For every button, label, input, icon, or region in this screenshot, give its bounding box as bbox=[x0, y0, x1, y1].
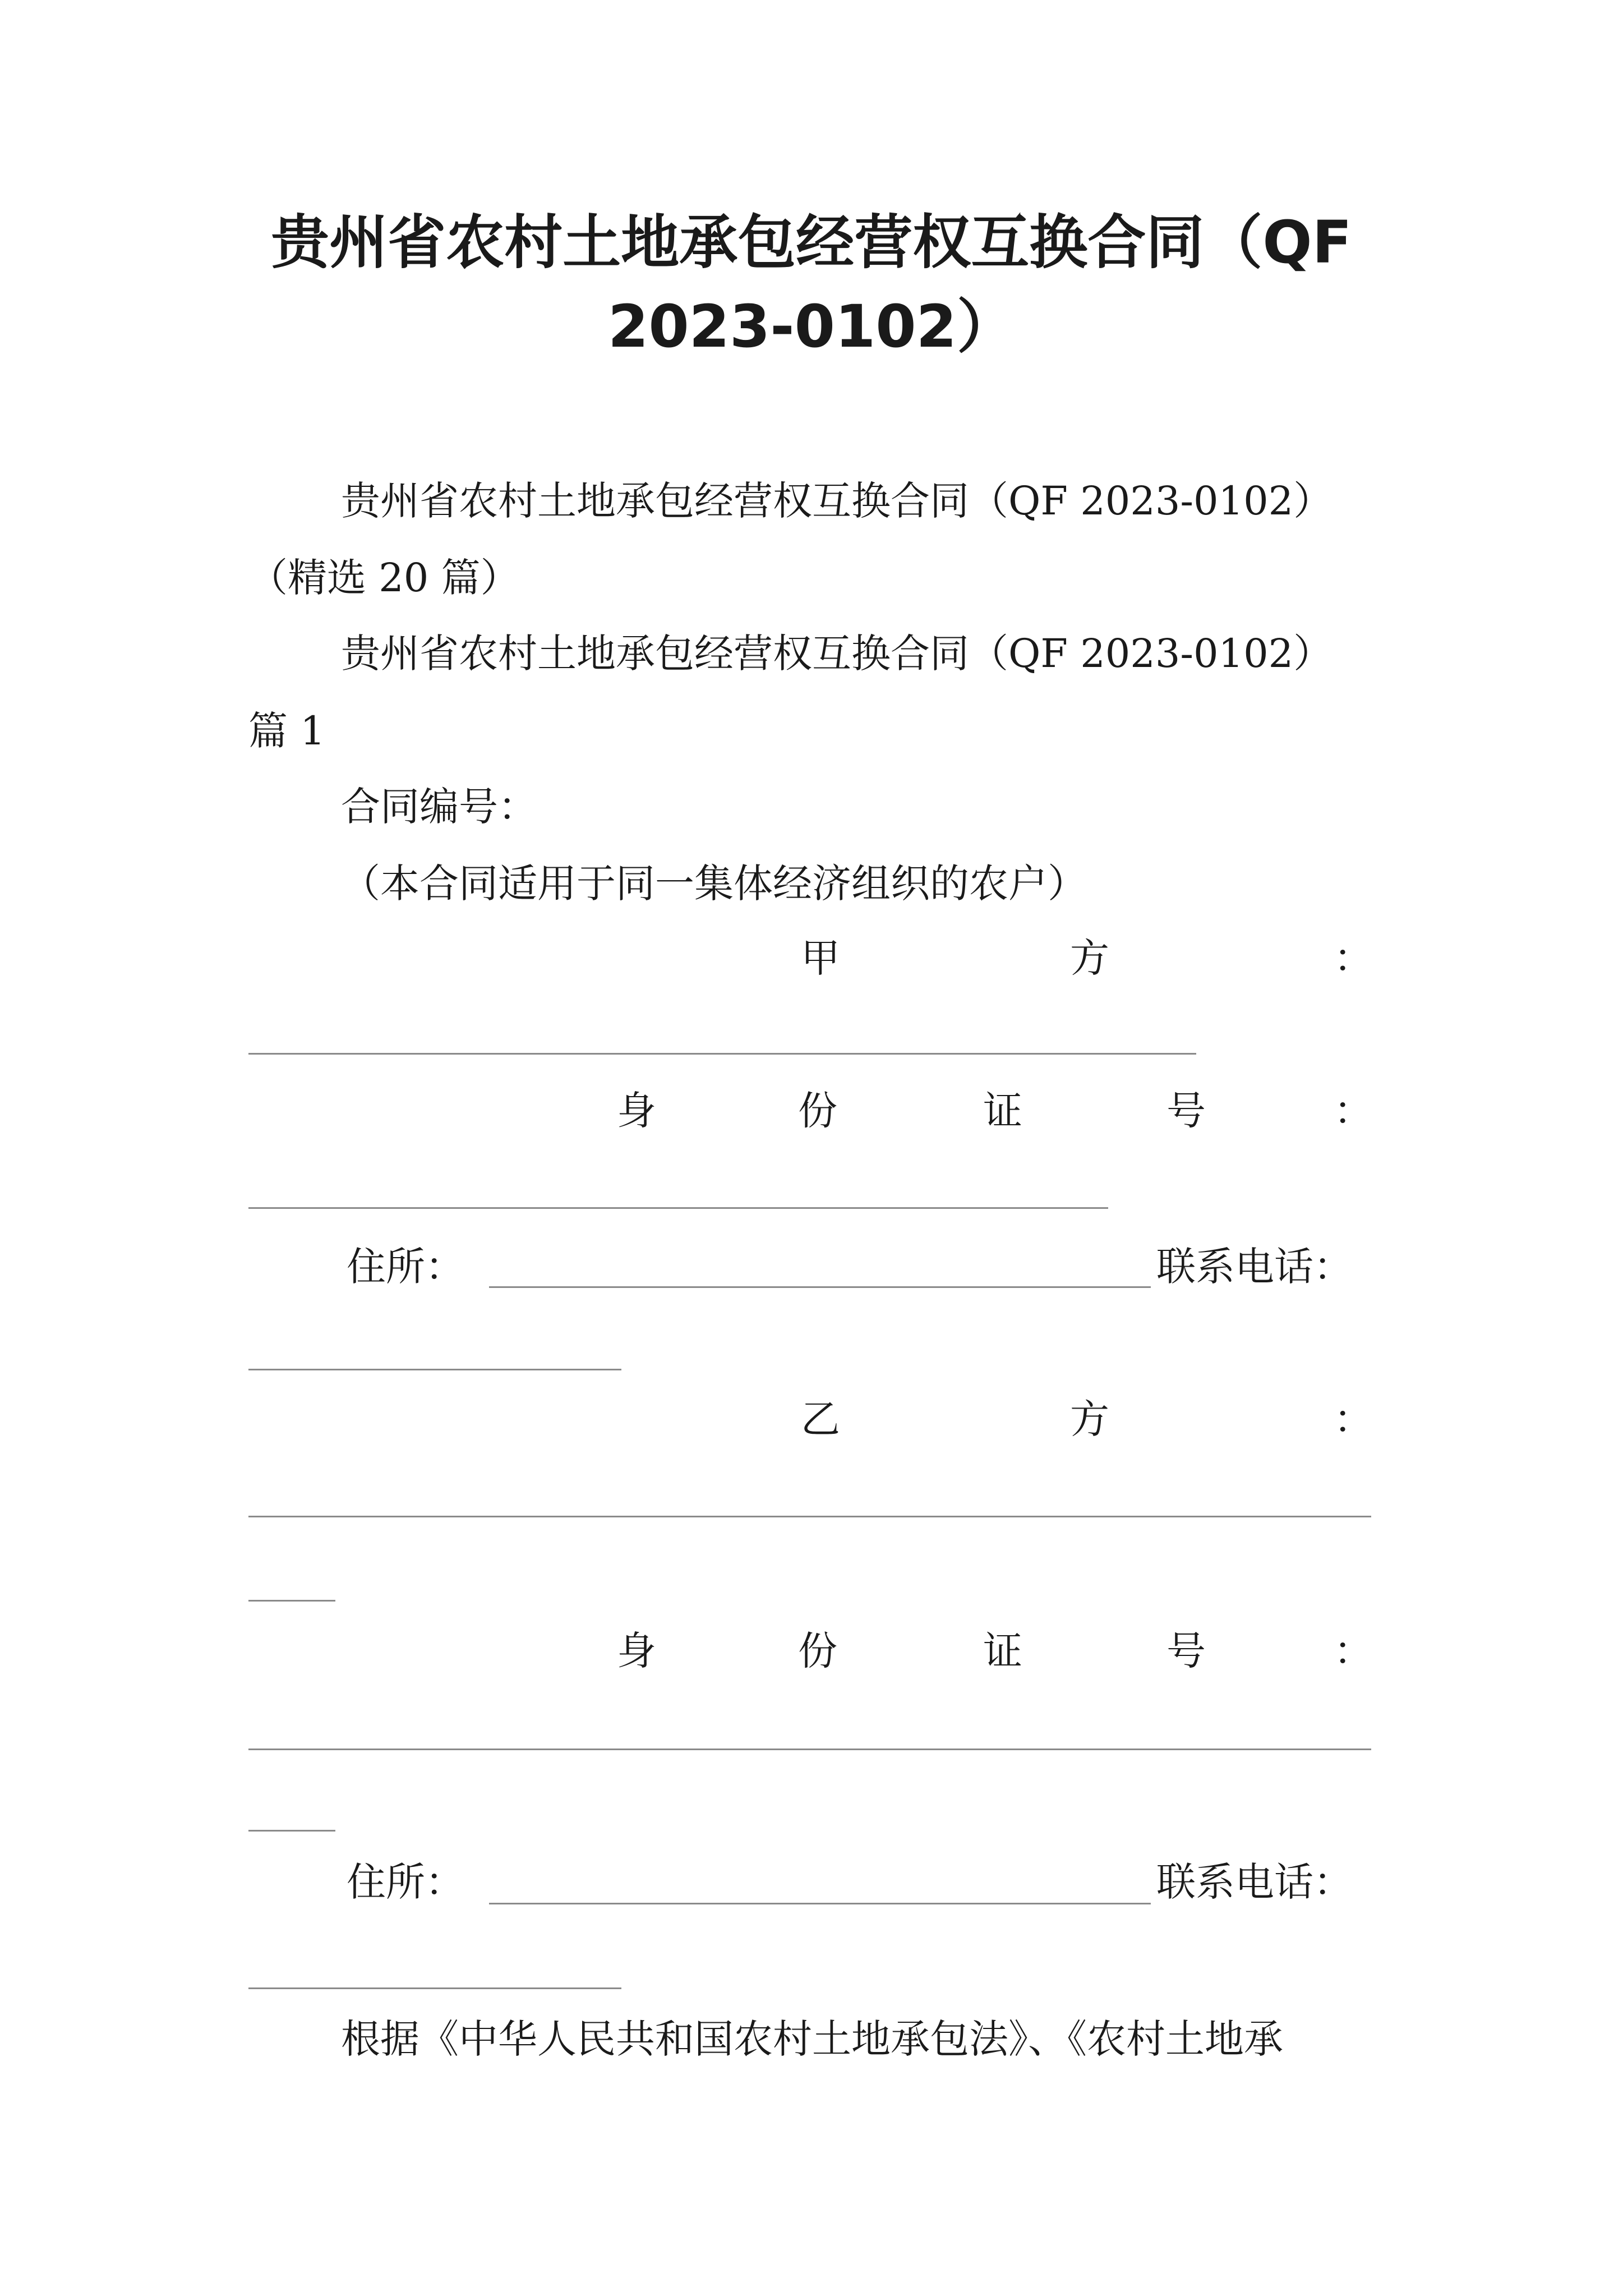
party-b-label-char: ： bbox=[1334, 1396, 1373, 1442]
party-a-id-label-char: ： bbox=[1334, 1088, 1373, 1134]
basis-text: 根据《中华人民共和国农村土地承包法》、《农村土地承 bbox=[341, 2016, 1283, 2062]
party-b-id-label-char: 身 bbox=[617, 1628, 656, 1674]
party-b-id-field-continued[interactable] bbox=[248, 1830, 335, 1832]
party-a-label-char: ： bbox=[1334, 935, 1373, 981]
article-heading-line-2: 篇 1 bbox=[248, 708, 325, 754]
party-a-phone-label: 联系电话： bbox=[1156, 1244, 1353, 1290]
party-a-id-label-char: 份 bbox=[798, 1088, 837, 1134]
party-b-id-label-char: 号 bbox=[1166, 1628, 1206, 1674]
party-a-address-field[interactable] bbox=[489, 1286, 1151, 1288]
party-a-address-label: 住所： bbox=[347, 1244, 464, 1290]
party-a-label bbox=[248, 936, 1371, 981]
party-a-phone-field[interactable] bbox=[248, 1369, 621, 1370]
party-b-id-field[interactable] bbox=[248, 1749, 1371, 1750]
party-b-label-char: 方 bbox=[1070, 1396, 1109, 1442]
party-b-id-label bbox=[248, 1628, 1371, 1673]
party-b-id-label-char: 证 bbox=[983, 1628, 1022, 1674]
party-b-phone-label: 联系电话： bbox=[1156, 1859, 1353, 1905]
party-b-name-field[interactable] bbox=[248, 1516, 1371, 1517]
party-a-id-label bbox=[248, 1088, 1371, 1133]
party-a-id-label-char: 身 bbox=[617, 1088, 656, 1134]
party-b-label bbox=[248, 1397, 1371, 1442]
party-a-id-field[interactable] bbox=[248, 1207, 1108, 1209]
party-a-label-char: 方 bbox=[1070, 935, 1109, 981]
scope-note: （本合同适用于同一集体经济组织的农户） bbox=[341, 861, 1087, 907]
party-b-id-label-char: ： bbox=[1334, 1628, 1373, 1674]
party-a-label-char: 甲 bbox=[801, 935, 840, 981]
party-b-label-char: 乙 bbox=[801, 1396, 840, 1442]
intro-line-2: （精选 20 篇） bbox=[248, 555, 520, 601]
document-title-line-2: 2023-0102） bbox=[607, 292, 1016, 361]
party-b-id-label-char: 份 bbox=[798, 1628, 837, 1674]
article-heading-line-1: 贵州省农村土地承包经营权互换合同（QF 2023-0102） bbox=[341, 631, 1333, 677]
party-a-name-field[interactable] bbox=[248, 1053, 1196, 1055]
party-b-address-field[interactable] bbox=[489, 1903, 1151, 1904]
contract-number-label: 合同编号： bbox=[341, 784, 537, 830]
party-a-id-label-char: 号 bbox=[1166, 1088, 1206, 1134]
party-b-name-field-continued[interactable] bbox=[248, 1600, 335, 1602]
party-a-id-label-char: 证 bbox=[983, 1088, 1022, 1134]
party-b-phone-field[interactable] bbox=[248, 1987, 621, 1989]
party-b-address-label: 住所： bbox=[347, 1859, 464, 1905]
intro-line-1: 贵州省农村土地承包经营权互换合同（QF 2023-0102） bbox=[341, 478, 1333, 524]
document-title-line-1: 贵州省农村土地承包经营权互换合同（QF bbox=[271, 208, 1352, 277]
